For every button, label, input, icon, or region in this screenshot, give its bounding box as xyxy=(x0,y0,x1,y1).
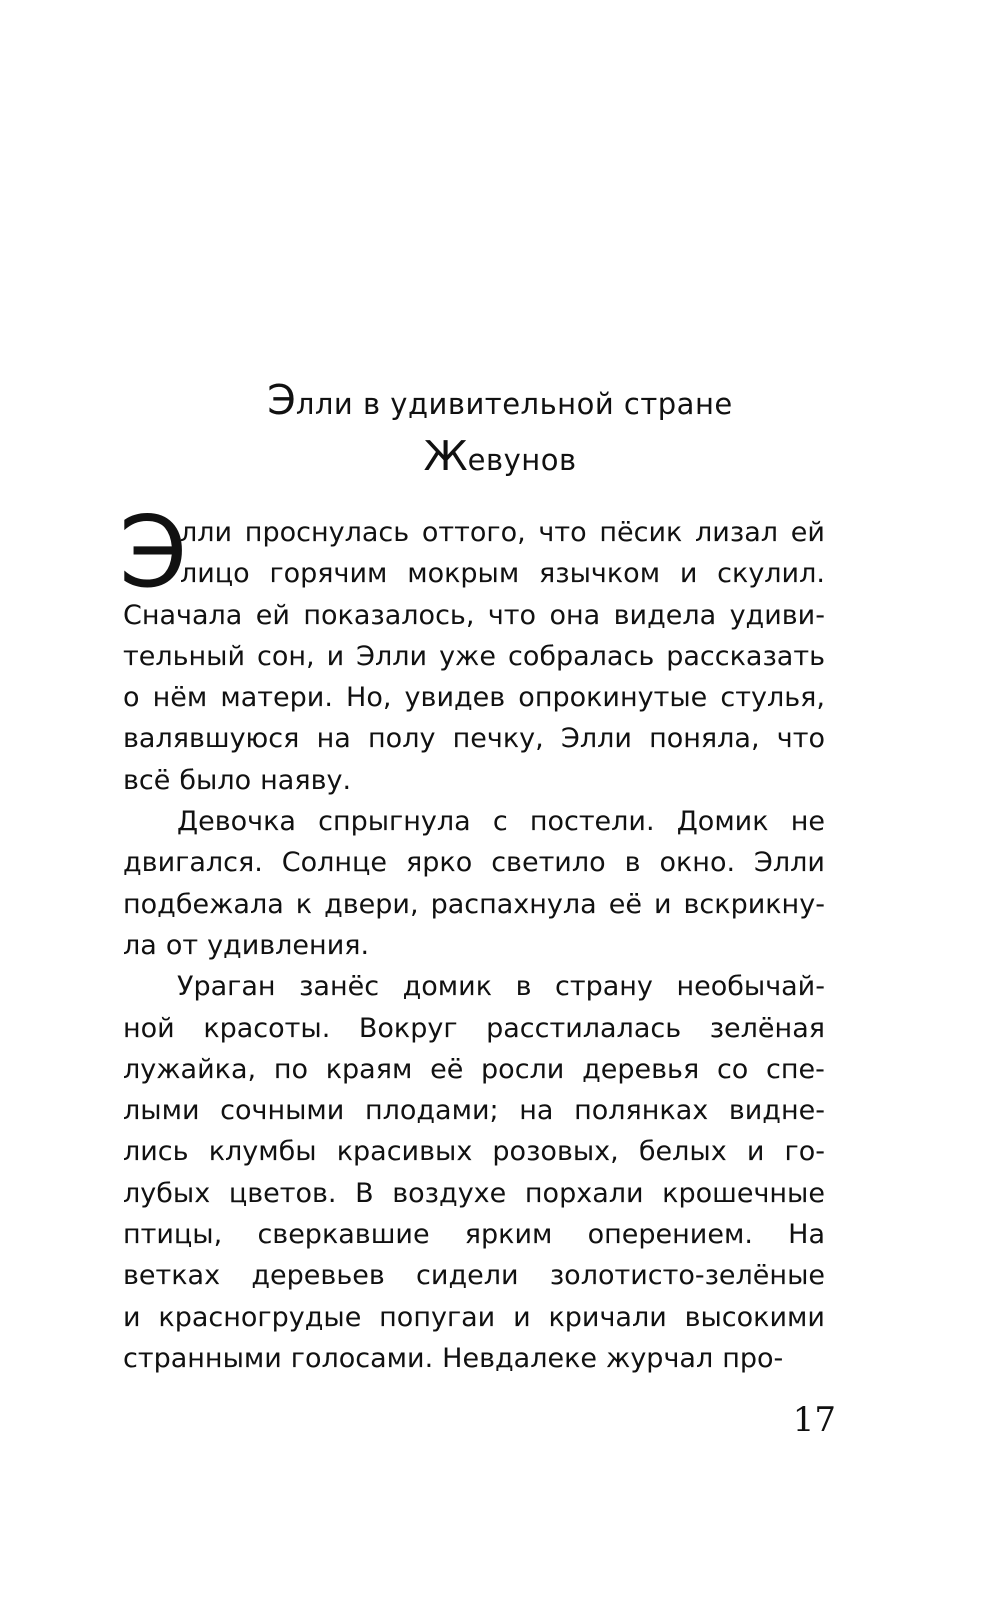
chapter-title-line-2 xyxy=(0,428,1000,484)
text-line: лись клумбы красивых розовых, белых и го- xyxy=(123,1136,825,1168)
text-line: всё было наяву. xyxy=(123,764,352,796)
body-text xyxy=(119,496,825,1379)
text-line: и красногрудые попугаи и кричали высокими xyxy=(123,1301,825,1333)
text-line: птицы, сверкавшие ярким оперением. На xyxy=(123,1219,825,1251)
text-line: ной красоты. Вокруг расстилалась зелёная xyxy=(123,1012,825,1044)
text-line: лли проснулась оттого, что пёсик лизал ей xyxy=(180,517,825,548)
text-line: Сначала ей показалось, что она видела удиви- xyxy=(123,599,825,631)
text-line: двигался. Солнце ярко светило в окно. Элли xyxy=(123,847,825,879)
text-line: о нём матери. Но, увидев опрокинутые стулья, xyxy=(123,682,825,714)
text-line: Девочка спрыгнула с постели. Домик не xyxy=(177,806,825,838)
text-line: лужайка, по краям её росли деревья со спе- xyxy=(123,1053,825,1085)
title-capital-letter: Ж xyxy=(423,432,468,480)
text-line: ветках деревьев сидели золотисто-зелёные xyxy=(123,1260,825,1292)
text-line: валявшуюся на полу печку, Элли поняла, что xyxy=(123,723,825,755)
page-number: 17 xyxy=(792,1400,836,1440)
chapter-title-line-1 xyxy=(0,372,1000,428)
text-line: лубых цветов. В воздухе порхали крошечные xyxy=(123,1177,825,1209)
title-text: лли в удивительной стране xyxy=(295,387,733,421)
title-capital-letter: Э xyxy=(267,376,296,424)
text-line: лыми сочными плодами; на полянках видне- xyxy=(123,1095,825,1127)
text-line: тельный сон, и Элли уже собралась рассказать xyxy=(123,640,825,672)
paragraph xyxy=(123,801,825,966)
text-line: Ураган занёс домик в страну необычай- xyxy=(177,971,825,1003)
paragraph xyxy=(123,512,825,801)
text-line: лицо горячим мокрым язычком и скулил. xyxy=(180,558,825,590)
paragraph xyxy=(123,966,825,1379)
chapter-title xyxy=(0,372,1000,484)
text-line: странными голосами. Невдалеке журчал про- xyxy=(123,1342,784,1374)
title-text: евунов xyxy=(467,443,577,477)
text-line: подбежала к двери, распахнула её и вскрикну- xyxy=(123,888,825,920)
drop-cap: Э xyxy=(119,496,188,610)
text-line: ла от удивления. xyxy=(123,929,370,961)
